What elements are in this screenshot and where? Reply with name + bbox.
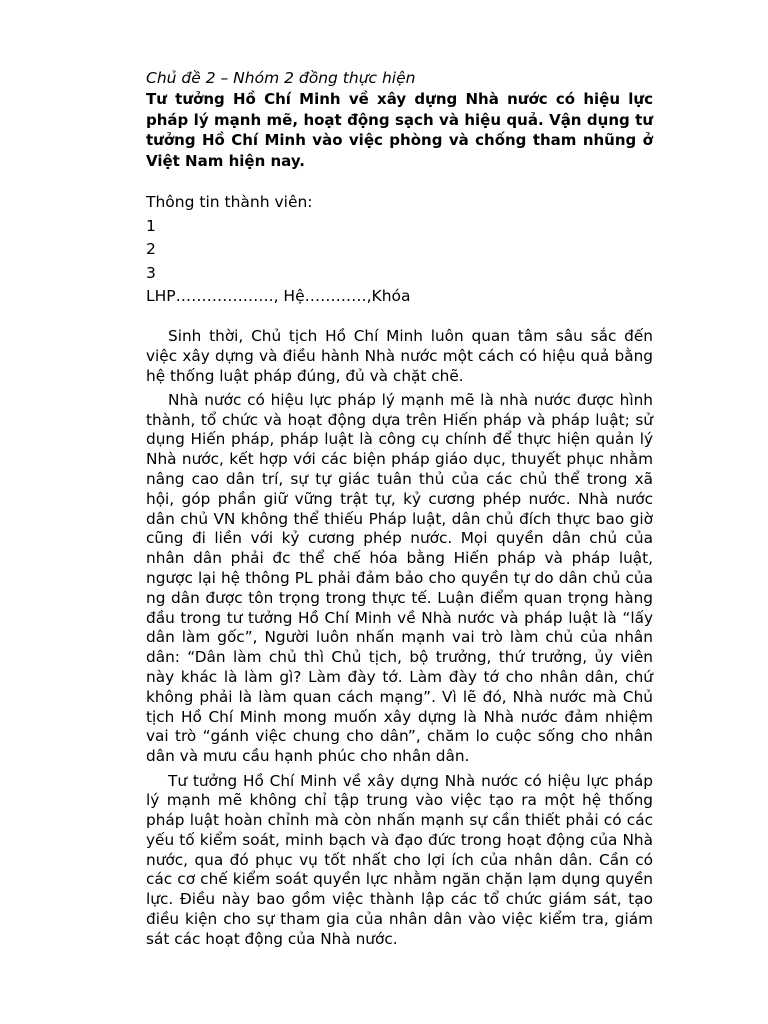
document-subtitle: Chủ đề 2 – Nhóm 2 đồng thực hiện — [146, 69, 416, 87]
member-info-label: Thông tin thành viên: — [146, 193, 313, 211]
member-line-3: 3 — [146, 263, 156, 282]
paragraph-intro: Sinh thời, Chủ tịch Hồ Chí Minh luôn quan tâm sâu sắc đến việc xây dựng và điều hành Nhà nước một cách có hiệu quả bằng hệ thống luật pháp đúng, đủ và chặt chẽ. — [146, 326, 653, 385]
member-line-2: 2 — [146, 240, 156, 259]
member-info — [146, 191, 653, 309]
document-body — [146, 327, 653, 950]
class-info-line: LHP………………., Hệ…………,Khóa — [146, 287, 411, 306]
document-title: Tư tưởng Hồ Chí Minh về xây dựng Nhà nước có hiệu lực pháp lý mạnh mẽ, hoạt động sạch và hiệu quả. Vận dụng tư tưởng Hồ Chí Minh vào việc phòng và chống tham nhũng ở Việt Nam hiện nay. — [146, 90, 653, 170]
paragraph-power-control: Tư tưởng Hồ Chí Minh về xây dựng Nhà nước có hiệu lực pháp lý mạnh mẽ không chỉ tập trung vào việc tạo ra một hệ thống pháp luật hoàn chỉnh mà còn nhấn mạnh sự cần thiết phải có các yếu tố kiểm soát, minh bạch và đạo đức trong hoạt động của Nhà nước, qua đó phục vụ tốt nhất cho lợi ích của nhân dân. Cần có các cơ chế kiểm soát quyền lực nhằm ngăn chặn lạm dụng quyền lực. Điều này bao gồm việc thành lập các tổ chức giám sát, tạo điều kiện cho sự tham gia của nhân dân vào việc kiểm tra, giám sát các hoạt động của Nhà nước. — [146, 771, 653, 948]
paragraph-legal-state: Nhà nước có hiệu lực pháp lý mạnh mẽ là nhà nước được hình thành, tổ chức và hoạt động dựa trên Hiến pháp và pháp luật; sử dụng Hiến pháp, pháp luật là công cụ chính để thực hiện quản lý Nhà nước, kết hợp với các biện pháp giáo dục, thuyết phục nhằm nâng cao dân trí, sự tự giác tuân thủ của các chủ thể trong xã hội, góp phần giữ vững trật tự, kỷ cương phép nước. Nhà nước dân chủ VN không thể thiếu Pháp luật, dân chủ đích thực bao giờ cũng đi liền với kỷ cương phép nước. Mọi quyền dân chủ của nhân dân phải đc thể chế hóa bằng Hiến pháp và pháp luật, ngược lại hệ thông PL phải đảm bảo cho quyền tự do dân chủ của ng dân được tôn trọng trong thực tế. Luận điểm quan trọng hàng đầu trong tư tưởng Hồ Chí Minh về Nhà nước và pháp luật là “lấy dân làm gốc”, Người luôn nhấn mạnh vai trò làm chủ của nhân dân: “Dân làm chủ thì Chủ tịch, bộ trưởng, thứ trưởng, ủy viên này khác là làm gì? Làm đày tớ. Làm đày tớ cho nhân dân, chứ không phải là làm quan cách mạng”. Vì lẽ đó, Nhà nước mà Chủ tịch Hồ Chí Minh mong muốn xây dựng là Nhà nước đảm nhiệm vai trò “gánh việc chung cho dân”, chăm lo cuộc sống cho nhân dân và mưu cầu hạnh phúc cho nhân dân. — [146, 390, 653, 766]
member-line-1: 1 — [146, 216, 156, 235]
document-page — [146, 68, 653, 954]
